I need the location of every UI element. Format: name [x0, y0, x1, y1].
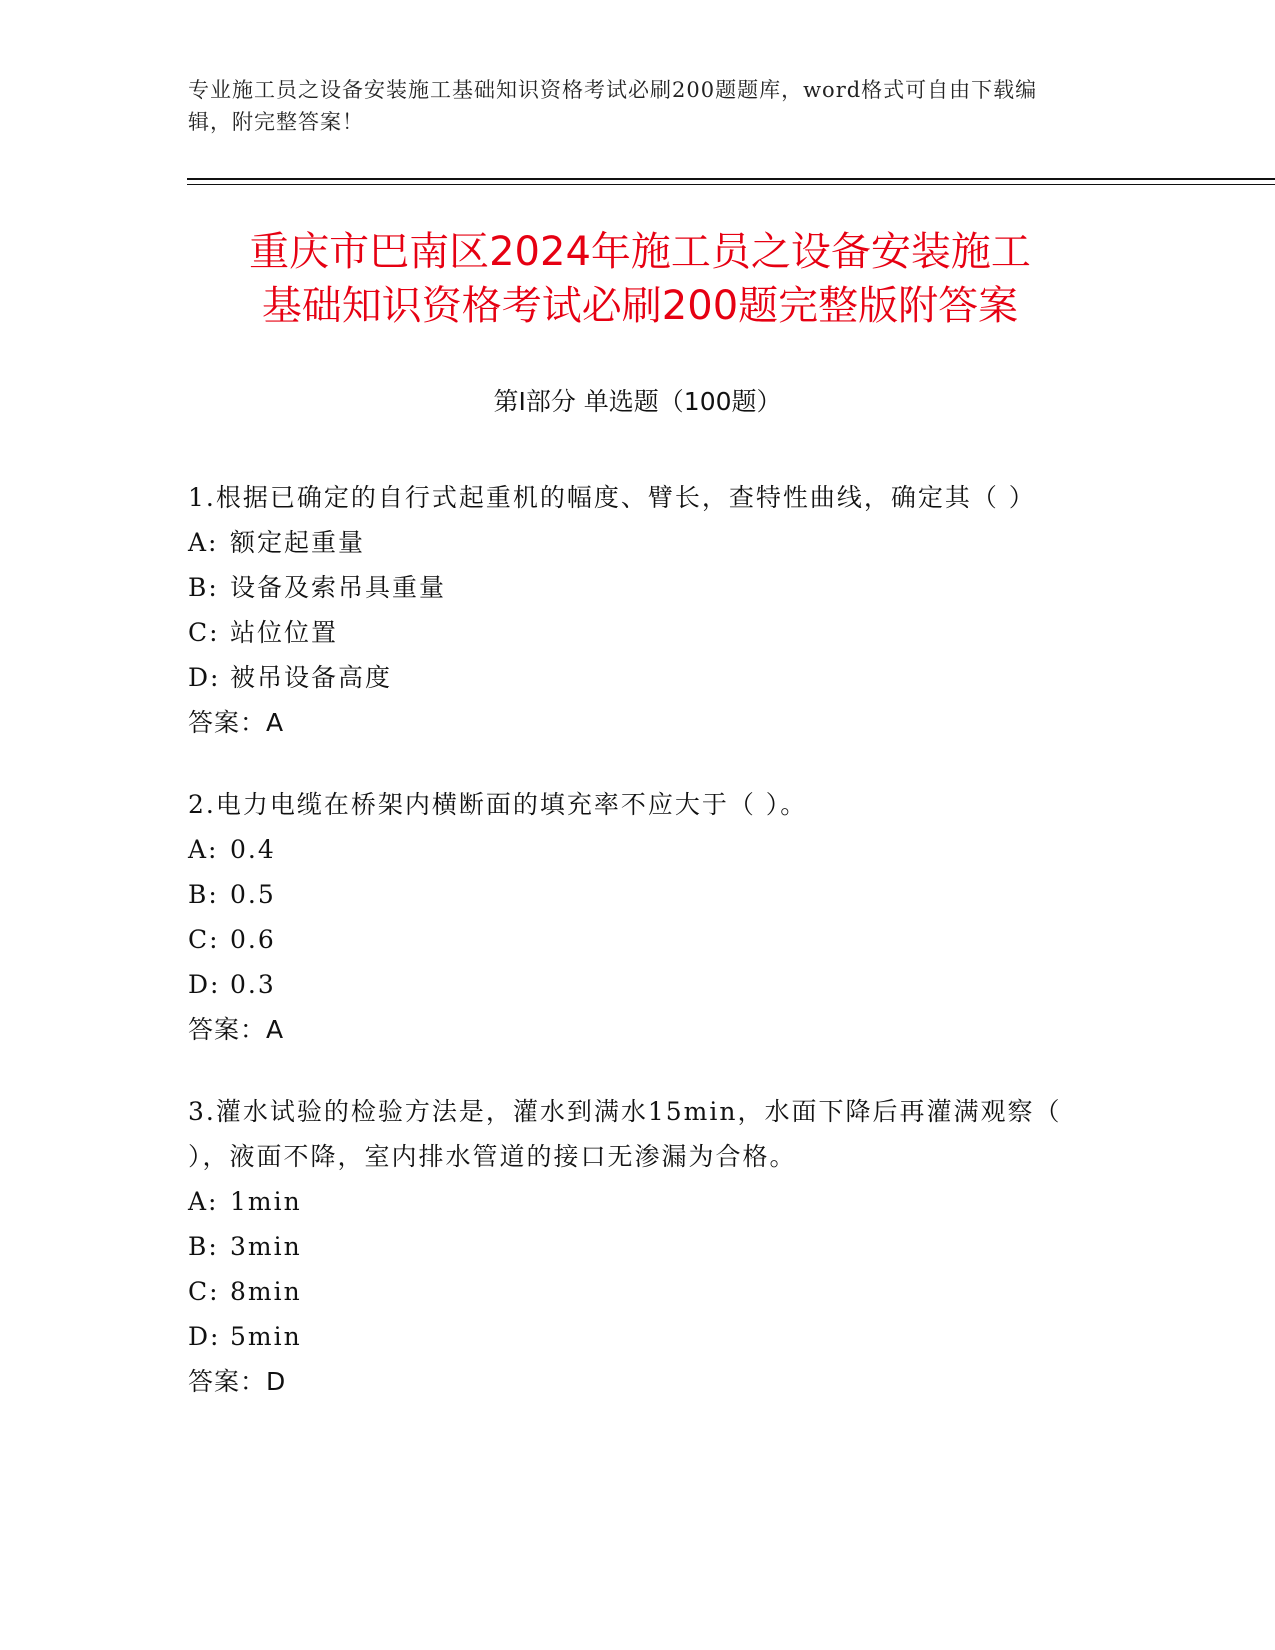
title-line-1: 重庆市巴南区2024年施工员之设备安装施工	[249, 229, 1031, 275]
option-key: D:	[188, 663, 221, 692]
option-c	[188, 610, 1088, 655]
header-divider-thin	[187, 184, 1275, 185]
option-key: B:	[188, 1232, 219, 1261]
header-divider-thick	[187, 178, 1275, 180]
answer	[188, 700, 1088, 745]
option-text: 5min	[230, 1322, 302, 1351]
answer-label: 答案：	[188, 1367, 267, 1396]
option-text: 设备及索吊具重量	[230, 573, 447, 602]
option-text: 3min	[230, 1232, 302, 1261]
option-text: 8min	[230, 1277, 302, 1306]
option-text: 1min	[230, 1187, 302, 1216]
option-a	[188, 520, 1088, 565]
answer-value: A	[266, 1015, 285, 1044]
option-key: B:	[188, 880, 219, 909]
question-3	[188, 1089, 1088, 1404]
option-text: 被吊设备高度	[230, 663, 393, 692]
option-key: B:	[188, 573, 219, 602]
option-text: 0.6	[230, 925, 276, 954]
document-title	[160, 225, 1120, 333]
option-d	[188, 1314, 1088, 1359]
option-key: D:	[188, 970, 221, 999]
option-text: 额定起重量	[230, 528, 366, 557]
header-note: 专业施工员之设备安装施工基础知识资格考试必刷200题题库，word格式可自由下载编辑，附完整答案！	[188, 78, 1038, 134]
option-c	[188, 917, 1088, 962]
option-a	[188, 1179, 1088, 1224]
option-d	[188, 655, 1088, 700]
question-list	[188, 475, 1088, 1441]
option-key: D:	[188, 1322, 221, 1351]
question-stem: 3.灌水试验的检验方法是，灌水到满水15min，水面下降后再灌满观察（ ），液面不降，室内排水管道的接口无渗漏为合格。	[188, 1097, 1062, 1171]
option-b	[188, 565, 1088, 610]
option-key: A:	[188, 528, 219, 557]
answer	[188, 1359, 1088, 1404]
answer	[188, 1007, 1088, 1052]
option-text: 0.4	[230, 835, 276, 864]
question-2	[188, 782, 1088, 1052]
question-stem: 2.电力电缆在桥架内横断面的填充率不应大于（ ）。	[188, 790, 808, 819]
answer-label: 答案：	[188, 708, 267, 737]
option-key: C:	[188, 1277, 220, 1306]
question-1	[188, 475, 1088, 745]
option-a	[188, 827, 1088, 872]
option-key: C:	[188, 618, 220, 647]
option-text: 0.3	[230, 970, 276, 999]
option-key: A:	[188, 835, 219, 864]
question-stem: 1.根据已确定的自行式起重机的幅度、臂长，查特性曲线，确定其（ ）	[188, 483, 1036, 512]
title-line-2: 基础知识资格考试必刷200题完整版附答案	[261, 283, 1019, 329]
option-b	[188, 872, 1088, 917]
option-b	[188, 1224, 1088, 1269]
option-key: C:	[188, 925, 220, 954]
option-text: 站位位置	[230, 618, 339, 647]
answer-label: 答案：	[188, 1015, 267, 1044]
answer-value: A	[266, 708, 285, 737]
option-c	[188, 1269, 1088, 1314]
option-text: 0.5	[230, 880, 276, 909]
section-heading: 第Ⅰ部分 单选题（100题）	[493, 387, 782, 416]
option-d	[188, 962, 1088, 1007]
answer-value: D	[266, 1367, 287, 1396]
option-key: A:	[188, 1187, 219, 1216]
